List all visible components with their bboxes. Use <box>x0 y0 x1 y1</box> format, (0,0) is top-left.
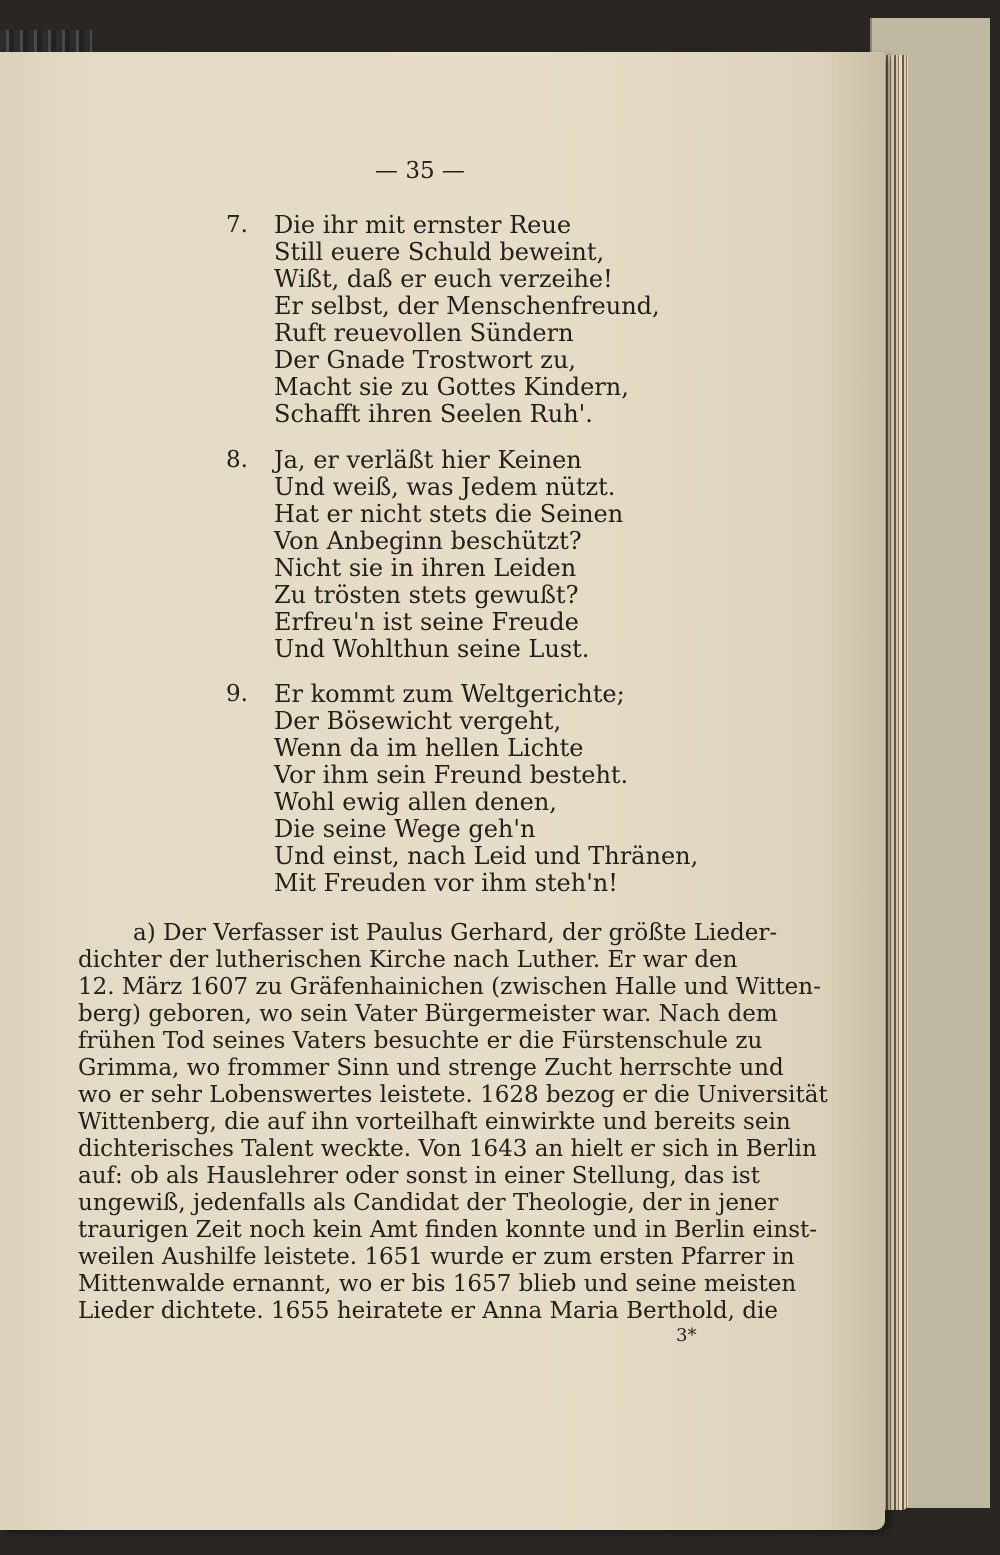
verse-line: Der Gnade Trostwort zu, <box>274 346 577 374</box>
stanza-number: 8. <box>226 447 248 473</box>
footnote-line: Lieder dichtete. 1655 heiratete er Anna Maria Berthold, die <box>78 1298 778 1324</box>
verse-line: Wißt, daß er euch verzeihe! <box>274 265 613 293</box>
verse-line: Hat er nicht stets die Seinen <box>274 500 624 528</box>
verse-line: Nicht sie in ihren Leiden <box>274 554 577 582</box>
verse-line: Die ihr mit ernster Reue <box>274 211 572 239</box>
page-number-header: — 35 — <box>375 158 465 184</box>
verse-line: Schafft ihren Seelen Ruh'. <box>274 400 593 428</box>
footnote-line: dichterisches Talent weckte. Von 1643 an hielt er sich in Berlin <box>78 1136 817 1162</box>
stanza-number: 7. <box>226 212 248 238</box>
footnote-line: Grimma, wo frommer Sinn und strenge Zucht herrschte und <box>78 1055 784 1081</box>
footnote-line: dichter der lutherischen Kirche nach Luther. Er war den <box>78 947 738 973</box>
verse-line: Und einst, nach Leid und Thränen, <box>274 842 699 870</box>
verse-line: Wenn da im hellen Lichte <box>274 734 584 762</box>
footnote-line: Wittenberg, die auf ihn vorteilhaft einwirkte und bereits sein <box>78 1109 791 1135</box>
verse-line: Die seine Wege geh'n <box>274 815 536 843</box>
verse-line: Er kommt zum Weltgerichte; <box>274 680 625 708</box>
verse-line: Von Anbeginn beschützt? <box>274 527 582 555</box>
verse-line: Er selbst, der Menschenfreund, <box>274 292 660 320</box>
verse-line: Ruft reuevollen Sündern <box>274 319 574 347</box>
verse-line: Und weiß, was Jedem nützt. <box>274 473 616 501</box>
verse-line: Macht sie zu Gottes Kindern, <box>274 373 629 401</box>
footnote-line: auf: ob als Hauslehrer oder sonst in einer Stellung, das ist <box>78 1163 760 1189</box>
footnote-line: ungewiß, jedenfalls als Candidat der Theologie, der in jener <box>78 1190 779 1216</box>
footnote-line: berg) geboren, wo sein Vater Bürgermeister war. Nach dem <box>78 1001 778 1027</box>
verse-line: Mit Freuden vor ihm steh'n! <box>274 869 618 897</box>
footnote-line: traurigen Zeit noch kein Amt finden konnte und in Berlin einst- <box>78 1217 818 1243</box>
verse-line: Still euere Schuld beweint, <box>274 238 605 266</box>
verse-line: Vor ihm sein Freund besteht. <box>274 761 629 789</box>
verse-line: Der Bösewicht vergeht, <box>274 707 562 735</box>
footnote-line: weilen Aushilfe leistete. 1651 wurde er zum ersten Pfarrer in <box>78 1244 795 1270</box>
stanza-number: 9. <box>226 681 248 707</box>
footnote-line: Mittenwalde ernannt, wo er bis 1657 blieb und seine meisten <box>78 1271 797 1297</box>
verse-line: Wohl ewig allen denen, <box>274 788 557 816</box>
footnote-line: wo er sehr Lobenswertes leistete. 1628 bezog er die Universität <box>78 1082 828 1108</box>
footnote-line: 12. März 1607 zu Gräfenhainichen (zwischen Halle und Witten- <box>78 974 821 1000</box>
footnote-line: frühen Tod seines Vaters besuchte er die Fürstenschule zu <box>78 1028 763 1054</box>
verse-line: Erfreu'n ist seine Freude <box>274 608 579 636</box>
footnote-line: a) Der Verfasser ist Paulus Gerhard, der größte Lieder- <box>133 920 778 946</box>
verse-line: Und Wohlthun seine Lust. <box>274 635 590 663</box>
signature-mark: 3* <box>676 1325 697 1346</box>
verse-line: Ja, er verläßt hier Keinen <box>274 446 582 474</box>
verse-line: Zu trösten stets gewußt? <box>274 581 579 609</box>
